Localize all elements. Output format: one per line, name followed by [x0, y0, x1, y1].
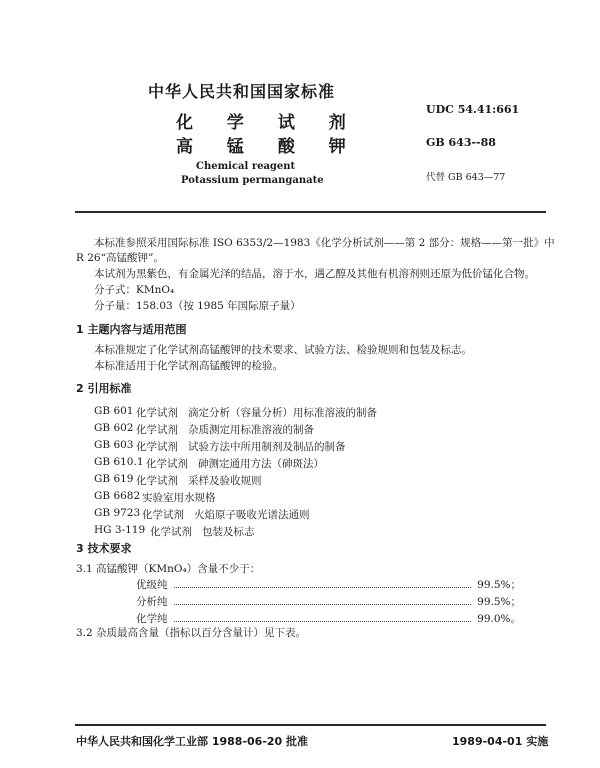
grade-row: 分析纯 99.5%； [136, 596, 521, 608]
udc-code: UDC 54.41:661 [426, 103, 520, 116]
grade-list [136, 577, 521, 628]
title-potassium-permanganate: 高 锰 酸 钾 [176, 137, 360, 157]
reference-item: GB 601 化学试剂 滴定分析（容量分析）用标准溶液的制备 [94, 405, 377, 419]
item-3-1: 3.1 高锰酸钾（KMnO₄）含量不少于： [76, 563, 261, 575]
section1-paragraph1: 本标准规定了化学试剂高锰酸钾的技术要求、试验方法、检验规则和包装及标志。 [94, 344, 472, 356]
approval-info: 中华人民共和国化学工业部 1988-06-20 批准 [76, 735, 309, 748]
header-divider [75, 211, 546, 213]
grade-row: 优级纯 99.5%； [136, 579, 521, 591]
reference-item: GB 6682 实验室用水规格 [94, 490, 216, 504]
reference-item: HG 3-119 化学试剂 包装及标志 [94, 524, 255, 538]
reference-item: GB 9723 化学试剂 火焰原子吸收光谱法通则 [94, 507, 310, 521]
replaces-standard: 代替 GB 643—77 [426, 172, 506, 183]
gb-number: GB 643--88 [426, 136, 496, 149]
reference-item: GB 603 化学试剂 试验方法中所用制剂及制品的制备 [94, 439, 346, 453]
title-chemical-reagent: 化 学 试 剂 [176, 113, 360, 133]
molecular-formula: 分子式：KMnO₄ [94, 284, 175, 296]
english-title-line1: Chemical reagent [196, 161, 296, 172]
effective-date: 1989-04-01 实施 [452, 735, 549, 748]
english-title-line2: Potassium permanganate [181, 175, 324, 186]
intro-line3: 本试剂为黑紫色，有金属光泽的结晶，溶于水，遇乙醇及其他有机溶剂则还原为低价锰化合物。 [94, 268, 535, 280]
grade-row: 化学纯 99.0%。 [136, 613, 521, 625]
intro-line2: R 26“高锰酸钾”。 [76, 252, 164, 264]
section1-heading: 1 主题内容与适用范围 [76, 323, 187, 336]
reference-item: GB 610.1 化学试剂 砷测定通用方法（砷斑法） [94, 456, 324, 470]
reference-list [94, 405, 377, 541]
molecular-weight: 分子量：158.03（按 1985 年国际原子量） [94, 300, 301, 312]
reference-item: GB 619 化学试剂 采样及验收规则 [94, 473, 262, 487]
reference-item: GB 602 化学试剂 杂质测定用标准溶液的制备 [94, 422, 314, 436]
section3-heading: 3 技术要求 [76, 542, 132, 555]
footer-divider [75, 724, 546, 726]
section1-paragraph2: 本标准适用于化学试剂高锰酸钾的检验。 [94, 360, 283, 372]
item-3-2: 3.2 杂质最高含量（指标以百分含量计）见下表。 [76, 627, 307, 639]
national-standard-heading: 中华人民共和国国家标准 [148, 82, 336, 101]
section2-heading: 2 引用标准 [76, 382, 132, 395]
intro-line1: 本标准参照采用国际标准 ISO 6353/2—1983《化学分析试剂——第 2 部分：规格——第一批》中 [94, 237, 555, 249]
